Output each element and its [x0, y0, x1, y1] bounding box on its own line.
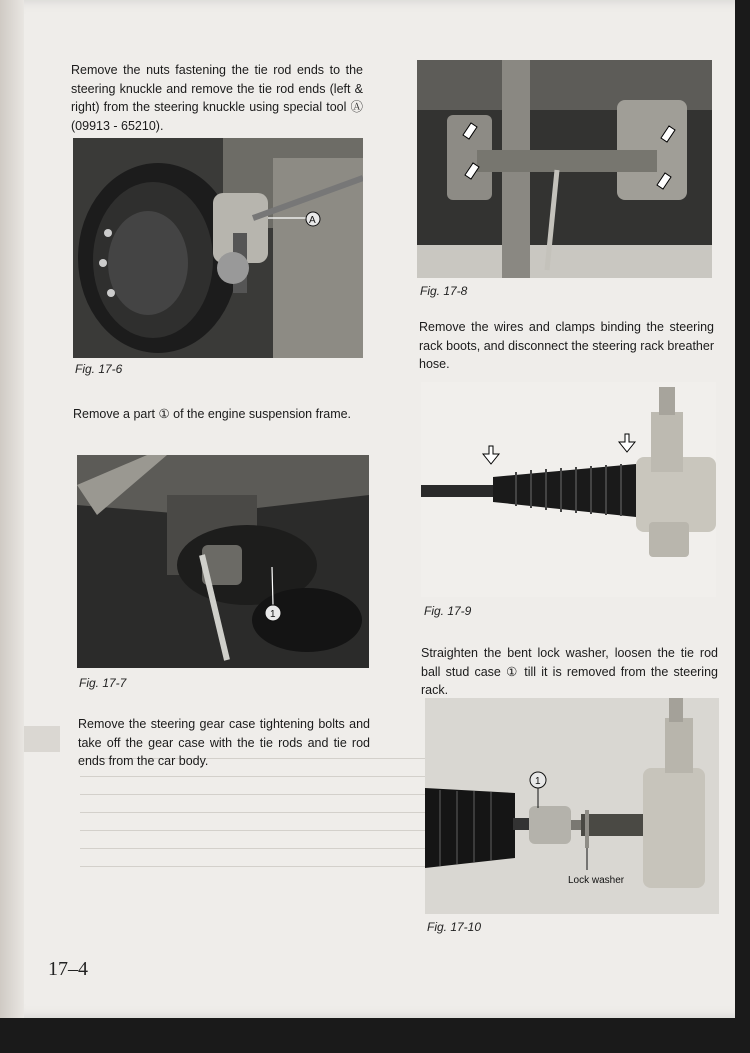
photo-steering-rack-boots — [421, 382, 716, 597]
marker-1-fig10: 1 — [535, 776, 541, 787]
caption-fig-17-9: Fig. 17-9 — [424, 604, 472, 618]
paragraph-remove-tie-rod-nuts: Remove the nuts fastening the tie rod ends to the steering knuckle and remove the tie rod ends (left & right) from the steering knuckle using special tool Ⓐ (09913 - 65210). — [71, 63, 363, 133]
marker-a: A — [309, 215, 316, 226]
caption-fig-17-10: Fig. 17-10 — [427, 920, 482, 934]
bleed-through-table — [80, 758, 440, 867]
page-number: 17–4 — [48, 958, 88, 980]
paragraph-remove-gear-case: Remove the steering gear case tightening bolts and take off the gear case with the tie rods and tie rod ends from the car body. — [78, 717, 370, 768]
caption-fig-17-8: Fig. 17-8 — [420, 284, 468, 298]
section-tab — [24, 726, 60, 752]
photo-gear-case-bolts — [417, 60, 712, 278]
paragraph-remove-suspension-frame: Remove a part ① of the engine suspension frame. — [73, 407, 352, 421]
photo-engine-suspension-frame — [77, 455, 369, 668]
paragraph-remove-wires-clamps: Remove the wires and clamps binding the steering rack boots, and disconnect the steering rack breather hose. — [419, 320, 714, 371]
lock-washer-label: Lock washer — [568, 875, 625, 886]
marker-1-fig7: 1 — [270, 609, 276, 620]
page-binding — [0, 0, 24, 1018]
photo-tie-rod-ball-stud — [425, 698, 719, 914]
caption-fig-17-6: Fig. 17-6 — [75, 362, 123, 376]
caption-fig-17-7: Fig. 17-7 — [79, 676, 127, 690]
photo-tie-rod-removal — [73, 138, 363, 358]
paragraph-straighten-lock-washer: Straighten the bent lock washer, loosen the tie rod ball stud case ① till it is removed from the steering rack. — [421, 646, 718, 697]
